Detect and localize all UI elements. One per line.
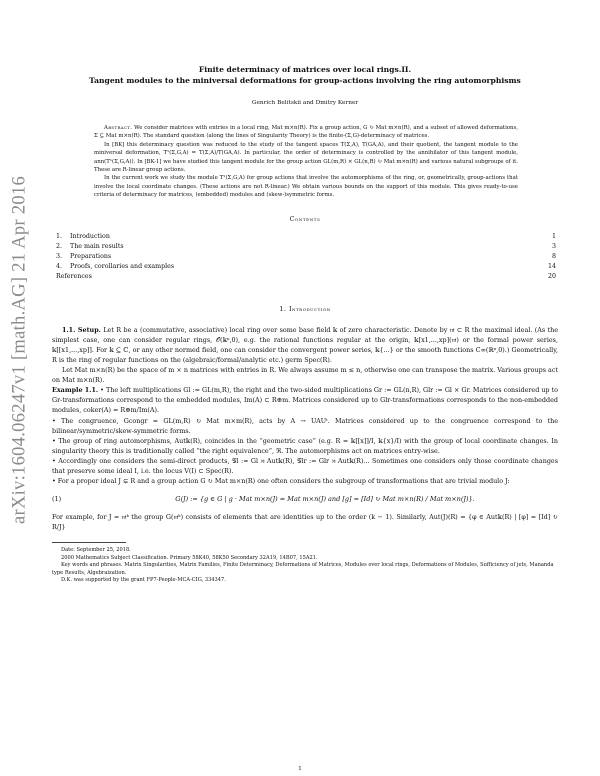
toc-entry-title: References [56, 273, 92, 281]
example-label: Example 1.1. [52, 386, 99, 395]
toc-entry-title: Preparations [70, 253, 112, 261]
toc-entry-title: Proofs, corollaries and examples [70, 263, 175, 271]
matrix-space-paragraph: Let Mat m×n(R) be the space of m × n matrices with entries in R. We always assume m ≤ n, otherwise one can transpose the matrix. Various groups act on Mat m×n(R). [52, 366, 558, 385]
toc-entry[interactable] [56, 232, 556, 242]
abstract-label: Abstract. [104, 125, 133, 131]
paper-page [52, 64, 558, 584]
paper-title-line-2: Tangent modules to the miniversal deformations for group-actions involving the ring automorphisms [89, 76, 521, 85]
equation-1 [52, 486, 558, 512]
footnote-rule [52, 542, 126, 543]
footnotes [52, 547, 558, 584]
footnote-grant: D.K. was supported by the grant FP7-People-MCA-CIG, 334347. [61, 576, 226, 583]
toc-entry-number: 2. [56, 242, 63, 250]
toc-entry-page: 14 [547, 263, 556, 271]
toc-entry-page: 20 [547, 273, 556, 281]
equation-number: (1) [52, 495, 62, 504]
abstract [94, 124, 518, 200]
ideal-bullet: • For a proper ideal J ⊊ R and a group action G ↻ Mat m×n(R) one often considers the subgroup of transformations that are trivial modulo J: [52, 477, 510, 486]
automorphism-bullet: • The group of ring automorphisms, Aut𝕜(R), coincides in the “geometric case” (e.g. R = 𝕜[[x]]/I, 𝕜{x}/I) with the group of local coordinate changes. In singularity theory this is traditionally called “the right equivalence”, ℜ. The automorphisms act on matrices entry-wise. [52, 436, 558, 455]
toc-entry[interactable] [56, 252, 556, 262]
toc-entry-title: Introduction [70, 232, 110, 240]
toc-entry-number: 4. [56, 263, 63, 271]
page-number: 1 [298, 766, 302, 772]
abstract-text-1: We consider matrices with entries in a local ring, Mat m×n(R). Fix a group action, G ↻ Mat m×n(R), and a subset of allowed deformations, Σ ⊆ Mat m×n(R). The standard question (along the lines of Singularity Theory) is the finite-(Σ,G)-determinacy of matrices. [94, 125, 518, 140]
congruence-bullet: • The congruence, Gcongr = GL(m,R) ↻ Mat m×m(R), acts by A → UAUᵗ. Matrices considered up to the congruence correspond to the bilinear/symmetric/skew-symmetric forms. [52, 416, 558, 435]
toc-entry[interactable] [56, 262, 556, 272]
footnote-msc: 2000 Mathematics Subject Classification. Primary 58K40, 58K50 Secondary 32A19, 14B07, 15A21. [61, 554, 318, 561]
semidirect-bullet: • Accordingly one considers the semi-direct products, 𝒢l := Gl ⋊ Aut𝕜(R), 𝒢lr := Glr ⋊ Aut𝕜(R)... Sometimes one considers only those coordinate changes that preserve some ideal I, i.e. the locus V(I) ⊂ Spec(R). [52, 456, 558, 475]
arxiv-side-label [0, 80, 40, 620]
setup-paragraph [52, 325, 558, 365]
table-of-contents [56, 232, 556, 283]
contents-heading: Contents [289, 215, 321, 223]
paper-authors: Genrich Belitskii and Dmitry Kerner [251, 100, 359, 106]
equation-expression: G(J) := {g ∈ G | g · Mat m×n(J) = Mat m×n(J) and [g] = [Id] ↻ Mat m×n(R) / Mat m×n(J)}. [175, 495, 475, 504]
toc-entry-page: 8 [551, 253, 556, 261]
setup-text: Let R be a (commutative, associative) local ring over some base field 𝕜 of zero characteristic. Denote by 𝔪 ⊂ R the maximal ideal. (As the simplest case, one can consider regular rings, 𝒪(𝕜ᵖ,0), e.g. the rational functions regular at the origin, 𝕜[x1,...,xp](𝔪) or the formal power series, 𝕜[[x1,...,xp]]. For 𝕜 ⊆ ℂ, or any other normed field, one can consider the convergent power series, 𝕜{...} or the smooth functions C∞(ℝᵖ,0).) Geometrically, R is the ring of regular functions on the (algebraic/formal/analytic etc.) germ Spec(R). [52, 325, 558, 364]
section-heading-introduction: 1. Introduction [279, 304, 331, 313]
toc-entry-page: 3 [551, 242, 556, 250]
abstract-paragraph-2: In [BK] this determinacy question was reduced to the study of the tangent spaces T(Σ,A), T(GA,A), and their quotient, the tangent module to the miniversal deformation, T¹(Σ,G,A) = T(Σ,A)/T(GA,A). In particular, the order of determinacy is controlled by the annihilator of this tangent module, ann(T¹(Σ,G,A)). In [BK-1] we have studied this tangent module for the group action GL(m,R) × GL(n,R) ↻ Mat m×n(R) and various natural subgroups of it. These are R-linear group actions. [94, 141, 518, 174]
toc-entry-number: 1. [56, 232, 63, 240]
abstract-paragraph-1 [94, 124, 518, 141]
toc-entry-number: 3. [56, 253, 63, 261]
setup-label: 1.1. Setup. [62, 325, 101, 334]
footnote-keywords: Key words and phrases. Matrix Singularities, Matrix Families, Finite Determinacy, Deformations of Matrices, Modules over local rings, Deformations of Modules, Sufficiency of jets, Mananda type Results, Algebraization. [52, 562, 554, 576]
introduction-body [52, 325, 558, 533]
toc-entry-references[interactable] [56, 272, 556, 282]
arxiv-identifier: arXiv:1604.06247v1 [math.AG] 21 Apr 2016 [9, 175, 30, 525]
toc-entry-title: The main results [70, 242, 124, 250]
footnote-date: Date: September 25, 2018. [61, 547, 131, 554]
abstract-paragraph-3: In the current work we study the module T¹(Σ,G,A) for group actions that involve the automorphisms of the ring, or, geometrically, group-actions that involve the local coordinate changes. (These actions are not R-linear.) We obtain various bounds on the support of this module. This gives ready-to-use criteria of determinacy for matrices, (embedded) modules and (skew-)symmetric forms. [94, 175, 518, 199]
paper-title-line-1: Finite determinacy of matrices over local rings.II. [198, 65, 412, 74]
toc-entry-page: 1 [551, 232, 556, 240]
after-equation-paragraph: For example, for J = 𝔪ᵏ the group G(𝔪ᵏ) consists of elements that are identities up to the order (k − 1). Similarly, Aut(J)(R) = {φ ∈ Aut𝕜(R) | [φ] = [Id] ↻ R/J} [52, 513, 558, 532]
example-text: • The left multiplications Gl := GL(m,R), the right and the two-sided multiplications Gr := GL(n,R), Glr := Gl × Gr. Matrices considered up to Gr-transformations correspond to the embedded modules, Im(A) ⊂ R⊕m. Matrices considered up to Glr-transformations corresponds to the non-embedded modules, coker(A) = R⊕m/Im(A). [52, 386, 558, 415]
toc-entry[interactable] [56, 242, 556, 252]
example-paragraph [52, 385, 558, 415]
